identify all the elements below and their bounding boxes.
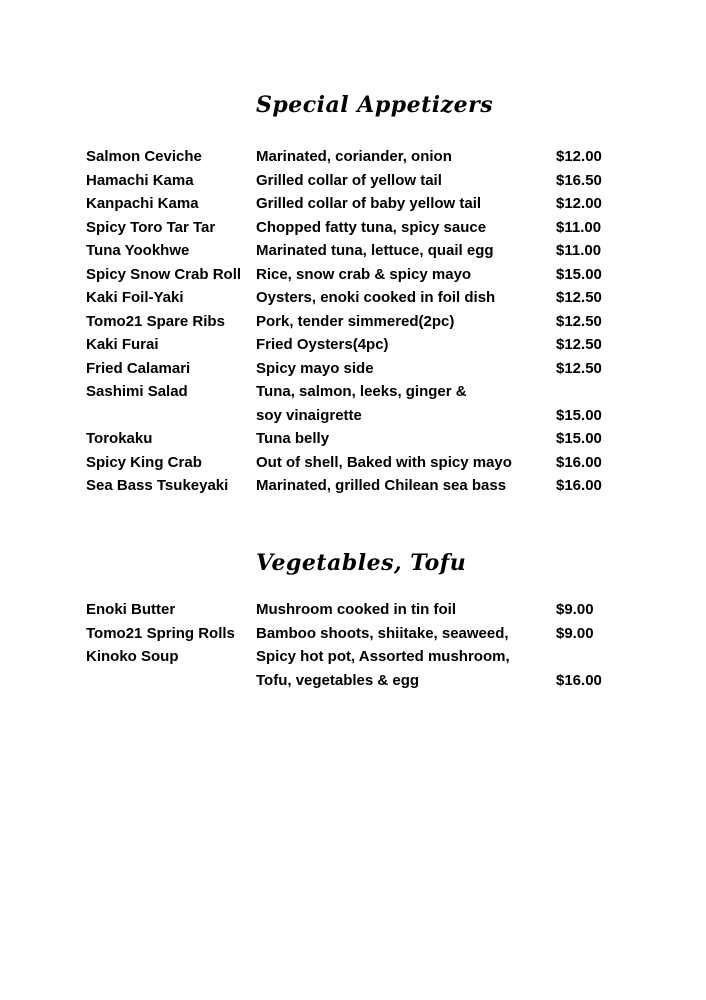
menu-item-price: $15.00: [556, 430, 602, 447]
menu-item-description: Marinated, coriander, onion: [256, 148, 452, 165]
menu-item-description: Spicy mayo side: [256, 359, 374, 377]
menu-item-description: Chopped fatty tuna, spicy sauce: [256, 218, 487, 236]
menu-row: [0, 622, 706, 646]
menu-item-description: Tofu, vegetables & egg: [256, 671, 420, 689]
menu-item-name: Sashimi Salad: [86, 383, 188, 400]
menu-item-description: Spicy hot pot, Assorted mushroom,: [256, 648, 510, 665]
menu-item-price: $11.00: [556, 218, 602, 236]
menu-item-name: Salmon Ceviche: [86, 148, 202, 165]
menu-item-description: Marinated tuna, lettuce, quail egg: [256, 242, 494, 259]
menu-row: [0, 286, 706, 310]
menu-row: [0, 216, 706, 240]
menu-item-name: Fried Calamari: [86, 359, 191, 377]
menu-row: [0, 169, 706, 193]
menu-row: [0, 380, 706, 404]
menu-item-name: Kaki Furai: [86, 336, 159, 353]
menu-item-price: $16.00: [556, 671, 602, 689]
menu-item-price: $11.00: [556, 242, 602, 259]
menu-item-description: Fried Oysters(4pc): [256, 336, 389, 353]
menu-item-name: Enoki Butter: [86, 601, 176, 618]
menu-item-price: $16.00: [556, 477, 602, 494]
menu-row: [0, 645, 706, 669]
appetizers-list: [0, 145, 706, 498]
menu-row: [0, 427, 706, 451]
menu-item-price: $12.00: [556, 195, 602, 212]
menu-item-name: Tomo21 Spare Ribs: [86, 312, 225, 330]
menu-item-name: Torokaku: [86, 430, 153, 447]
menu-item-name: Sea Bass Tsukeyaki: [86, 477, 229, 494]
menu-item-price: $15.00: [556, 406, 602, 424]
menu-item-name: Kanpachi Kama: [86, 195, 199, 212]
menu-item-price: $15.00: [556, 265, 602, 283]
menu-row: [0, 310, 706, 334]
menu-item-price: $16.50: [556, 171, 602, 189]
menu-row: [0, 474, 706, 498]
menu-item-description: Bamboo shoots, shiitake, seaweed,: [256, 624, 509, 642]
menu-row: [0, 598, 706, 622]
menu-row: [0, 669, 706, 693]
vegetables-list: [0, 598, 706, 692]
menu-row: [0, 404, 706, 428]
menu-item-price: $12.00: [556, 148, 602, 165]
menu-row: [0, 145, 706, 169]
menu-row: [0, 451, 706, 475]
menu-item-price: $9.00: [556, 624, 594, 642]
menu-item-price: $9.00: [556, 601, 594, 618]
menu-item-name: Spicy King Crab: [86, 453, 202, 471]
section-title-vegetables: Vegetables, Tofu: [256, 550, 467, 576]
menu-item-description: Grilled collar of baby yellow tail: [256, 195, 482, 212]
menu-item-name: Tuna Yookhwe: [86, 242, 190, 259]
menu-item-price: $12.50: [556, 336, 602, 353]
menu-item-price: $16.00: [556, 453, 602, 471]
menu-item-price: $12.50: [556, 312, 602, 330]
menu-item-description: Grilled collar of yellow tail: [256, 171, 442, 189]
menu-item-description: Pork, tender simmered(2pc): [256, 312, 455, 330]
menu-item-price: $12.50: [556, 359, 602, 377]
menu-row: [0, 333, 706, 357]
menu-item-description: Tuna belly: [256, 430, 330, 447]
menu-item-name: Kinoko Soup: [86, 648, 179, 665]
menu-item-name: Spicy Toro Tar Tar: [86, 218, 216, 236]
menu-item-description: Mushroom cooked in tin foil: [256, 601, 456, 618]
menu-item-name: Hamachi Kama: [86, 171, 194, 189]
menu-item-name: Tomo21 Spring Rolls: [86, 624, 235, 642]
menu-item-description: Rice, snow crab & spicy mayo: [256, 265, 472, 283]
menu-item-name: Spicy Snow Crab Roll: [86, 265, 242, 283]
menu-item-price: $12.50: [556, 289, 602, 306]
section-title-appetizers: Special Appetizers: [256, 92, 494, 118]
menu-row: [0, 263, 706, 287]
menu-row: [0, 357, 706, 381]
menu-item-name: Kaki Foil-Yaki: [86, 289, 184, 306]
menu-row: [0, 192, 706, 216]
menu-item-description: Marinated, grilled Chilean sea bass: [256, 477, 507, 494]
menu-item-description: Oysters, enoki cooked in foil dish: [256, 289, 496, 306]
menu-row: [0, 239, 706, 263]
menu-item-description: Out of shell, Baked with spicy mayo: [256, 453, 512, 471]
menu-item-description: Tuna, salmon, leeks, ginger &: [256, 383, 467, 400]
menu-item-description: soy vinaigrette: [256, 406, 362, 424]
